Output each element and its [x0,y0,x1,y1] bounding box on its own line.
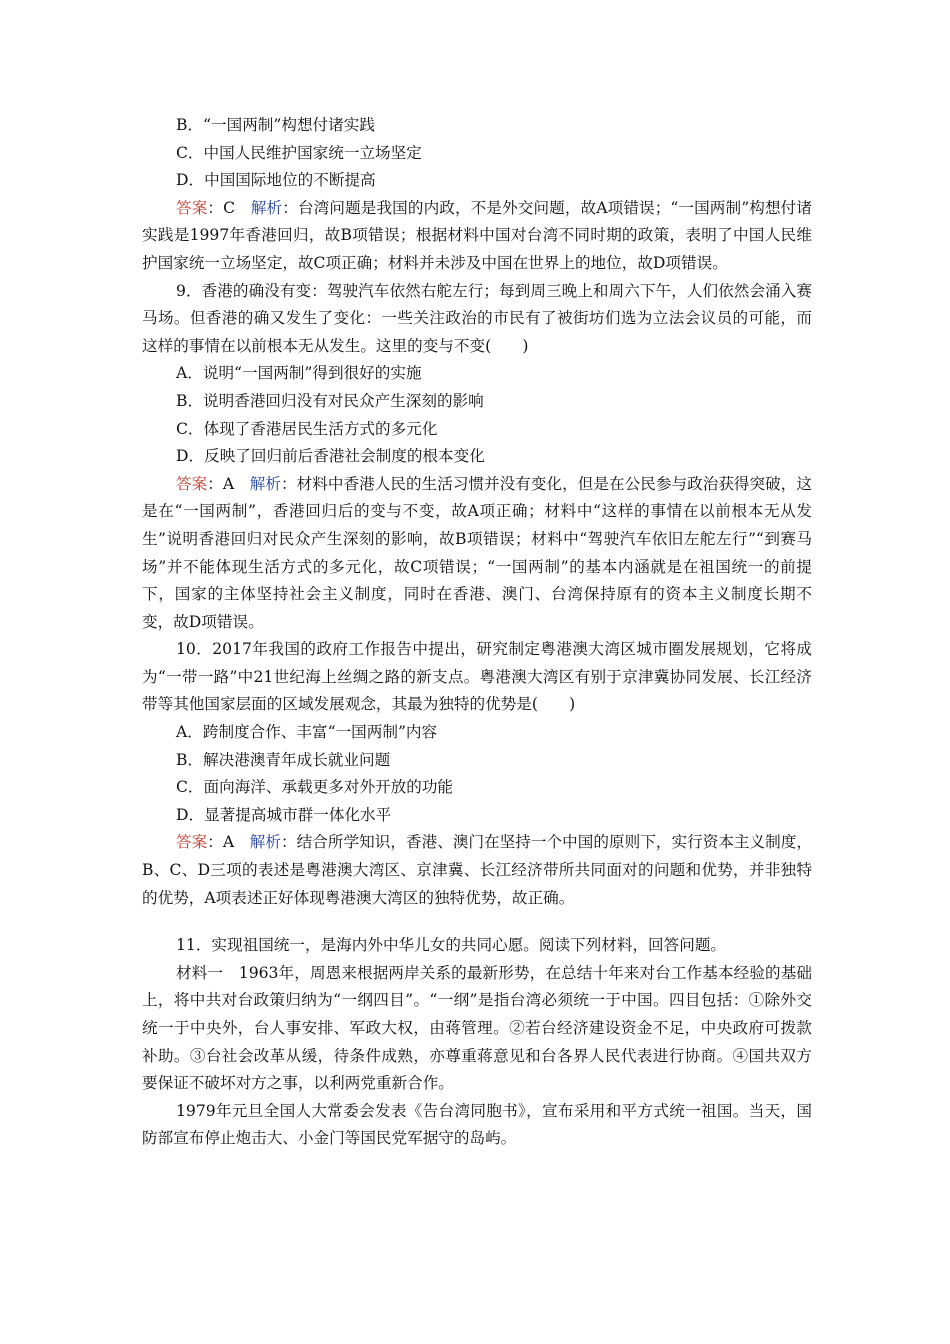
document-page [142,112,812,1153]
q9-option-b: B．说明香港回归没有对民众产生深刻的影响 [176,391,484,410]
analysis-text: ：材料中香港人民的生活习惯并没有变化，但是在公民参与政治获得突破，这是在“一国两制”，香港回归后的变与不变，故A项正确；材料中“这样的事情在以前根本无从发生”说明香港回归对民众产生深刻的影响，故B项错误；材料中“驾驶汽车依旧左舵左行”“到赛马场”并不能体现生活方式的多元化，故C项错误；“一国两制”的基本内涵就是在祖国统一的前提下，国家的主体坚持社会主义制度，同时在香港、澳门、台湾保持原有的资本主义制度长期不变，故D项错误。 [142,474,812,631]
analysis-label: 解析 [249,474,282,493]
q10-stem: 10．2017年我国的政府工作报告中提出，研究制定粤港澳大湾区城市圈发展规划，它将成为“一带一路”中21世纪海上丝绸之路的新支点。粤港澳大湾区有别于京津冀协同发展、长江经济带等其他国家层面的区域发展观念，其最为独特的优势是( ) [142,640,812,714]
q9-option-c: C．体现了香港居民生活方式的多元化 [176,419,438,438]
answer-value: ：A [207,833,250,852]
q8-option-b: B．“一国两制”构想付诸实践 [176,116,375,134]
q9-stem: 9．香港的确没有变：驾驶汽车依然右舵左行；每到周三晚上和周六下午，人们依然会涌入赛马场。但香港的确又发生了变化：一些关注政治的市民有了被街坊们选为立法会议员的可能，而这样的事情在以前根本无从发生。这里的变与不变( ) [142,281,812,355]
q10-option-b: B．解决港澳青年成长就业问题 [176,750,391,769]
q10-answer-block [142,829,812,912]
q11-material-1-continued: 1979年元旦全国人大常委会发表《告台湾同胞书》，宣布采用和平方式统一祖国。当天，国防部宣布停止炮击大、小金门等国民党军据守的岛屿。 [142,1101,812,1148]
analysis-label: 解析 [250,198,283,217]
answer-label: 答案 [176,474,208,493]
section-gap [142,912,812,932]
answer-value: ：C [207,198,251,217]
q8-option-d: D．中国国际地位的不断提高 [176,171,376,190]
answer-label: 答案 [176,198,208,217]
q9-option-a: A．说明“一国两制”得到很好的实施 [176,364,422,383]
answer-value: ：A [207,474,250,493]
q10-option-a: A．跨制度合作、丰富“一国两制”内容 [176,723,438,742]
q9-option-d: D．反映了回归前后香港社会制度的根本变化 [176,447,485,466]
q11-material-1: 材料一 1963年，周恩来根据两岸关系的最新形势，在总结十年来对台工作基本经验的基础上，将中共对台政策归纳为“一纲四目”。“一纲”是指台湾必须统一于中国。四目包括：①除外交统一于中央外，台人事安排、军政大权，由蒋管理。②若台经济建设资金不足，中央政府可拨款补助。③台社会改革从缓，待条件成熟，亦尊重蒋意见和台各界人民代表进行协商。④国共双方要保证不破坏对方之事，以利两党重新合作。 [142,963,812,1093]
analysis-label: 解析 [249,833,282,852]
q8-answer-block [142,195,812,278]
q11-stem: 11．实现祖国统一，是海内外中华儿女的共同心愿。阅读下列材料，回答问题。 [176,936,727,955]
q10-option-c: C．面向海洋、承载更多对外开放的功能 [176,778,454,797]
answer-label: 答案 [176,833,208,852]
q9-answer-block [142,471,812,637]
analysis-text: ：结合所学知识，香港、澳门在坚持一个中国的原则下，实行资本主义制度，B、C、D三项的表述是粤港澳大湾区、京津冀、长江经济带所共同面对的问题和优势，并非独特的优势，A项表述正好体现粤港澳大湾区的独特优势，故正确。 [142,833,812,907]
q8-option-c: C．中国人民维护国家统一立场坚定 [176,143,422,162]
q10-option-d: D．显著提高城市群一体化水平 [176,805,392,824]
analysis-text: ：台湾问题是我国的内政，不是外交问题，故A项错误；“一国两制”构想付诸实践是1997年香港回归，故B项错误；根据材料中国对台湾不同时期的政策，表明了中国人民维护国家统一立场坚定，故C项正确；材料并未涉及中国在世界上的地位，故D项错误。 [142,198,812,272]
